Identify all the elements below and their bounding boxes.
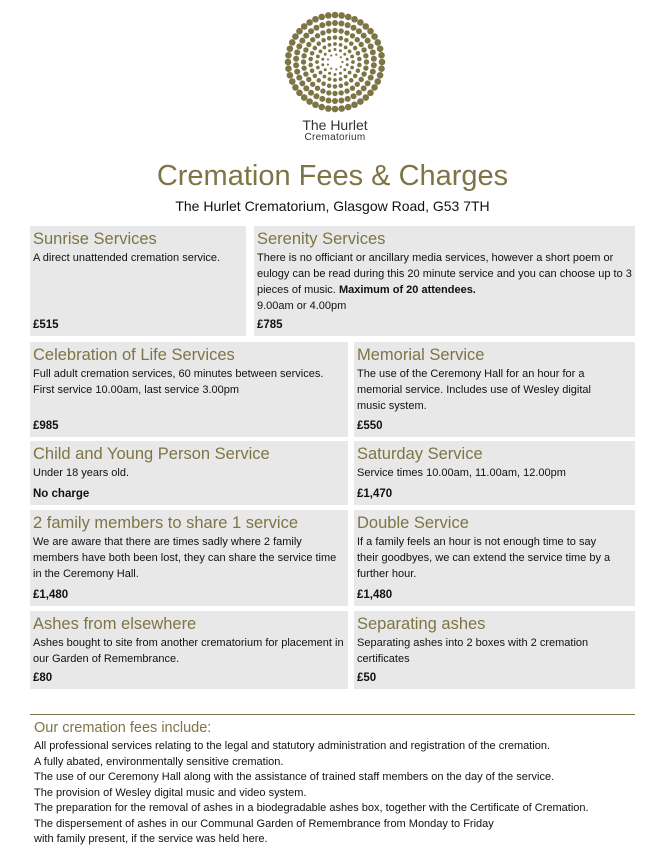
includes-item: The dispersement of ashes in our Communal Garden of Remembrance from Monday to Friday: [34, 817, 494, 830]
service-description: If a family feels an hour is not enough time to say their goodbyes, we can extend the service time by a further hour.: [357, 536, 611, 580]
logo-dot: [293, 56, 299, 62]
logo-dot: [338, 105, 345, 112]
logo-dot: [293, 62, 299, 68]
logo-dot: [313, 93, 319, 99]
logo-dot: [371, 33, 378, 40]
logo-dot: [332, 91, 337, 96]
page-subtitle: The Hurlet Crematorium, Glasgow Road, G53 7TH: [175, 198, 490, 214]
logo-dot: [301, 94, 308, 101]
logo-dot: [323, 75, 327, 79]
logo-dot: [339, 36, 344, 41]
logo-dot: [378, 65, 385, 72]
logo-dot: [319, 50, 323, 54]
logo-dot: [334, 48, 337, 51]
logo-dot: [315, 85, 320, 90]
logo-dot: [361, 47, 366, 52]
logo-dot: [313, 46, 318, 51]
service-price: No charge: [33, 488, 90, 500]
logo-dot: [365, 38, 371, 44]
logo-dot: [321, 81, 326, 86]
service-description: Service times 10.00am, 11.00am, 12.00pm: [357, 467, 566, 479]
logo-dot: [362, 23, 369, 30]
logo-dot: [320, 30, 325, 35]
logo-dot: [368, 75, 374, 81]
logo-dot: [339, 43, 343, 47]
logo-dot: [361, 33, 367, 39]
service-times: 9.00am or 4.00pm: [257, 300, 347, 312]
logo-dot: [351, 25, 357, 31]
logo-dot: [318, 104, 325, 111]
logo-dot: [325, 12, 332, 19]
service-title: Child and Young Person Service: [33, 445, 270, 463]
logo-dot: [377, 72, 384, 79]
logo-dot: [285, 52, 292, 59]
service-title: Saturday Service: [357, 445, 483, 463]
service-card-serenity: [254, 226, 635, 336]
includes-item: A fully abated, environmentally sensitive cremation.: [34, 755, 284, 768]
logo-dot: [338, 12, 345, 19]
logo-dot: [356, 28, 362, 34]
logo-dot: [371, 56, 377, 62]
logo-dot: [341, 61, 343, 63]
logo-dot: [344, 75, 348, 79]
logo-dot: [364, 59, 369, 64]
logo-dot: [339, 72, 342, 75]
logo-dot: [315, 33, 320, 38]
hurlet-logo: [270, 10, 400, 150]
logo-dot: [333, 35, 338, 40]
logo-dot: [299, 38, 305, 44]
logo-dot: [346, 58, 349, 61]
logo-dot: [318, 14, 325, 21]
service-price: £1,480: [33, 589, 69, 601]
logo-dot: [333, 84, 338, 89]
logo-dot: [363, 53, 368, 58]
service-price: £515: [33, 319, 59, 331]
logo-dot: [313, 74, 318, 79]
logo-dot: [330, 54, 332, 56]
service-title: 2 family members to share 1 service: [33, 514, 299, 532]
logo-dot: [357, 63, 362, 68]
logo-dot: [351, 60, 355, 64]
logo-dot: [313, 25, 319, 31]
service-card-memorial: [354, 342, 635, 437]
service-title: Sunrise Services: [33, 230, 157, 248]
logo-dot: [371, 62, 377, 68]
logo-dot: [361, 71, 366, 76]
service-card-celebration: [30, 342, 348, 437]
logo-dot: [340, 66, 342, 68]
service-description: Ashes bought to site from another crematorium for placement in our Garden of Remembrance.: [33, 637, 344, 665]
logo-dot: [306, 19, 313, 26]
logo-dot: [335, 68, 337, 70]
logo-dot: [345, 96, 351, 102]
logo-dot: [351, 93, 357, 99]
logo-dot: [368, 43, 374, 49]
logo-dot: [348, 71, 352, 75]
logo-dot: [285, 65, 292, 72]
logo-dot: [323, 46, 327, 50]
service-price: £785: [257, 319, 283, 331]
logo-dot: [328, 77, 332, 81]
logo-dot: [301, 53, 306, 58]
logo-dot: [306, 98, 313, 105]
service-card-child: [30, 441, 348, 505]
page-title: Cremation Fees & Charges: [156, 160, 509, 192]
logo-dot: [308, 90, 314, 96]
logo-dot: [316, 41, 321, 46]
service-attendee-limit: Maximum of 20 attendees.: [338, 284, 476, 296]
logo-dot: [328, 49, 331, 52]
service-price: £80: [33, 672, 53, 684]
logo-dot: [308, 63, 313, 68]
logo-dot: [367, 89, 374, 96]
service-description: We are aware that there are times sadly where 2 family members have both been lost, they can share the service time in the Ceremony Hall.: [33, 536, 337, 580]
service-title: Celebration of Life Services: [33, 346, 235, 364]
logo-dot: [351, 16, 358, 23]
logo-dot: [356, 51, 361, 56]
logo-dot: [310, 68, 315, 73]
service-title: Memorial Service: [357, 346, 485, 364]
logo-dot: [330, 67, 332, 69]
logo-dot: [332, 28, 337, 33]
logo-subname: Crematorium: [304, 132, 366, 143]
logo-dot: [299, 80, 305, 86]
includes-item: with family present, if the service was held here.: [34, 833, 268, 845]
service-description-text: There is no officiant or ancillary media services, however a short poem or eulogy can be read during this 20 minute service and you can choose up to 3 pieces of music.: [257, 252, 632, 296]
service-description: The use of the Ceremony Hall for an hour for a memorial service. Includes use of Wesley digital music system.: [357, 368, 591, 412]
logo-dot: [349, 78, 354, 83]
logo-dot: [370, 49, 376, 55]
logo-dot: [353, 46, 358, 51]
logo-dot: [350, 66, 354, 70]
includes-list: [34, 739, 589, 848]
service-title: Double Service: [357, 514, 469, 532]
logo-dot: [332, 20, 338, 26]
includes-item: The preparation for the removal of ashes in a biodegradable ashes box, together with the Certificate of Cremation.: [34, 802, 589, 814]
logo-dot: [301, 65, 306, 70]
logo-dot: [308, 28, 314, 34]
service-title: Serenity Services: [257, 230, 386, 248]
logo-dot: [326, 21, 332, 27]
logo-dot: [333, 42, 337, 46]
logo-dot: [350, 85, 355, 90]
logo-dot: [326, 97, 332, 103]
logo-dot: [319, 71, 323, 75]
logo-dot: [339, 77, 343, 81]
includes-title: Our cremation fees include:: [34, 720, 212, 736]
logo-dot: [326, 90, 331, 95]
logo-dot: [327, 58, 329, 60]
logo-dot: [303, 47, 308, 52]
logo-dot: [287, 72, 294, 79]
logo-dot: [339, 49, 342, 52]
logo-dot: [334, 73, 337, 76]
logo-dot: [356, 68, 361, 73]
logo-dot: [319, 96, 325, 102]
logo-dot: [320, 88, 325, 93]
logo-dot: [332, 98, 338, 104]
logo-dot: [325, 105, 332, 112]
logo-dot: [292, 33, 299, 40]
logo-dot: [345, 22, 351, 28]
logo-dot: [356, 90, 362, 96]
logo-dot: [358, 42, 363, 47]
logo-dot: [328, 43, 332, 47]
logo-dot: [306, 77, 311, 82]
dotted-circle-logo-icon: [278, 10, 392, 116]
service-price: £985: [33, 420, 59, 432]
service-description: Under 18 years old.: [33, 467, 129, 479]
logo-dot: [327, 83, 332, 88]
logo-dot: [321, 63, 324, 66]
logo-dot: [289, 78, 296, 85]
logo-dot: [355, 37, 360, 42]
logo-dot: [327, 63, 329, 65]
service-price: £1,480: [357, 589, 393, 601]
logo-dot: [374, 78, 381, 85]
service-card-saturday: [354, 441, 635, 505]
logo-dot: [306, 42, 311, 47]
logo-dot: [285, 59, 292, 66]
logo-dot: [377, 45, 384, 52]
logo-dot: [353, 74, 358, 79]
includes-item: The use of our Ceremony Hall along with the assistance of trained staff members on the day of the service.: [34, 771, 555, 783]
logo-dot: [370, 69, 376, 75]
service-times: First service 10.00am, last service 3.00pm: [33, 384, 240, 396]
logo-dot: [378, 52, 385, 59]
logo-dot: [310, 82, 315, 87]
includes-item: All professional services relating to the legal and statutory administration and registration of the cremation.: [34, 740, 551, 752]
logo-dot: [344, 81, 349, 86]
logo-dot: [338, 90, 343, 95]
logo-dot: [316, 55, 320, 59]
logo-dot: [361, 85, 367, 91]
logo-dot: [338, 97, 344, 103]
logo-dot: [333, 78, 337, 82]
logo-dot: [294, 49, 300, 55]
logo-dot: [357, 98, 364, 105]
logo-dot: [289, 39, 296, 46]
logo-dot: [327, 36, 332, 41]
logo-name: The Hurlet: [302, 117, 368, 133]
service-card-separating-ashes: [354, 611, 635, 689]
logo-dot: [365, 80, 371, 86]
includes-item: The provision of Wesley digital music and video system.: [34, 786, 307, 799]
logo-dot: [355, 82, 360, 87]
logo-dot: [371, 84, 378, 91]
logo-dot: [338, 28, 343, 33]
logo-dot: [338, 21, 344, 27]
logo-dot: [350, 55, 354, 59]
logo-dot: [344, 30, 349, 35]
service-description: [257, 250, 632, 298]
logo-dot: [344, 46, 348, 50]
logo-dot: [296, 75, 302, 81]
service-description: A direct unattended cremation service.: [33, 252, 221, 264]
logo-dot: [312, 101, 319, 108]
service-description: Full adult cremation services, 60 minutes between services.: [33, 368, 324, 380]
logo-dot: [310, 37, 315, 42]
logo-dot: [324, 53, 327, 56]
logo-dot: [301, 59, 306, 64]
service-price: £550: [357, 420, 383, 432]
section-divider: [30, 714, 635, 715]
logo-dot: [296, 28, 303, 35]
logo-dot: [303, 33, 309, 39]
logo-dot: [319, 22, 325, 28]
logo-dot: [345, 14, 352, 21]
logo-dot: [357, 19, 364, 26]
service-card-double: [354, 510, 635, 606]
logo-dot: [316, 66, 320, 70]
logo-dot: [345, 104, 352, 111]
service-description: Separating ashes into 2 boxes with 2 cremation certificates: [357, 637, 589, 665]
logo-dot: [292, 84, 299, 91]
logo-dot: [350, 33, 355, 38]
service-card-sunrise: [30, 226, 246, 336]
logo-dot: [332, 106, 339, 113]
logo-dot: [328, 72, 331, 75]
logo-dot: [379, 59, 386, 66]
logo-dot: [339, 83, 344, 88]
logo-dot: [324, 68, 327, 71]
service-card-family-share: [30, 510, 348, 606]
logo-dot: [367, 28, 374, 35]
logo-dot: [374, 39, 381, 46]
logo-dot: [363, 65, 368, 70]
logo-dot: [362, 94, 369, 101]
logo-dot: [312, 16, 319, 23]
logo-dot: [340, 56, 342, 58]
logo-dot: [315, 60, 319, 64]
logo-dot: [321, 58, 324, 61]
logo-dot: [332, 12, 339, 19]
logo-dot: [344, 38, 349, 43]
logo-dot: [344, 88, 349, 93]
logo-dot: [346, 63, 349, 66]
logo-dot: [294, 69, 300, 75]
logo-dot: [301, 23, 308, 30]
logo-dot: [358, 77, 363, 82]
logo-dot: [308, 57, 313, 62]
service-card-ashes-elsewhere: [30, 611, 348, 689]
service-title: Separating ashes: [357, 615, 486, 633]
logo-dot: [303, 85, 309, 91]
logo-dot: [316, 78, 321, 83]
logo-dot: [349, 41, 354, 46]
logo-dot: [296, 43, 302, 49]
logo-dot: [348, 50, 352, 54]
logo-dot: [351, 101, 358, 108]
service-price: £50: [357, 672, 377, 684]
logo-dot: [343, 53, 346, 56]
logo-dot: [326, 28, 331, 33]
logo-dot: [343, 68, 346, 71]
logo-dot: [296, 89, 303, 96]
logo-dot: [357, 57, 362, 62]
logo-dot: [287, 45, 294, 52]
logo-dot: [321, 38, 326, 43]
service-price: £1,470: [357, 488, 393, 500]
service-title: Ashes from elsewhere: [33, 615, 197, 633]
logo-dot: [303, 71, 308, 76]
logo-dot: [310, 51, 315, 56]
logo-dot: [335, 54, 337, 56]
